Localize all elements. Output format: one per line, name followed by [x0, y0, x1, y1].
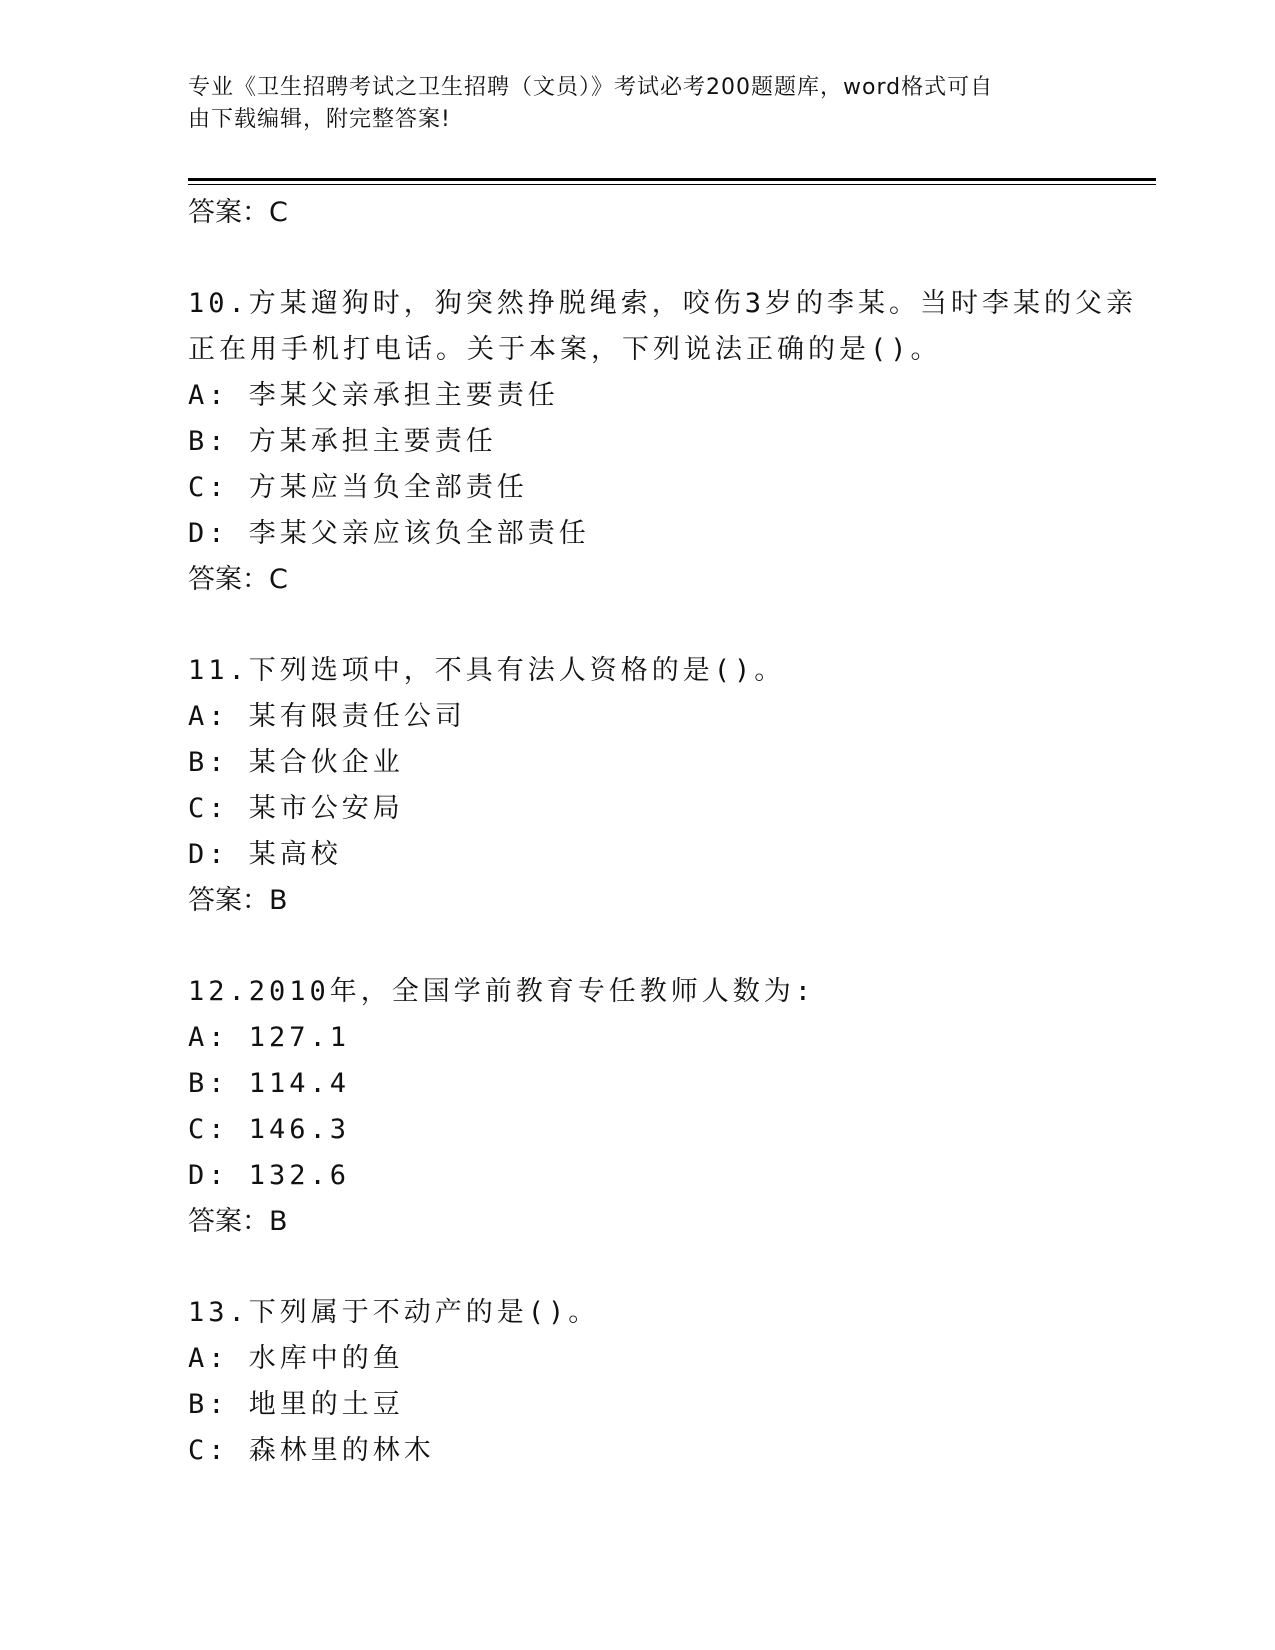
question-text-line: 11.下列选项中，不具有法人资格的是()。	[188, 655, 786, 686]
option-c: C: 方某应当负全部责任	[188, 472, 528, 503]
previous-answer: 答案：C	[188, 197, 288, 228]
question-13	[188, 1290, 1088, 1474]
header-rule-thin	[188, 184, 1156, 185]
option-d: D: 某高校	[188, 839, 342, 870]
option-b: B: 地里的土豆	[188, 1389, 404, 1420]
option-b: B: 某合伙企业	[188, 747, 404, 778]
question-11	[188, 648, 1088, 924]
option-a: A: 某有限责任公司	[188, 701, 466, 732]
option-d: D: 李某父亲应该负全部责任	[188, 518, 590, 549]
answer: 答案：C	[188, 564, 288, 595]
answer: 答案：B	[188, 1206, 288, 1237]
option-c: C: 森林里的林木	[188, 1435, 435, 1466]
question-10	[188, 281, 1138, 603]
option-c: C: 某市公安局	[188, 793, 404, 824]
question-12	[188, 969, 1088, 1245]
question-text-line: 12.2010年，全国学前教育专任教师人数为:	[188, 976, 816, 1007]
header-rule-thick	[188, 178, 1156, 181]
question-text-line: 13.下列属于不动产的是()。	[188, 1297, 600, 1328]
document-header	[188, 72, 1068, 136]
option-c: C: 146.3	[188, 1114, 351, 1145]
option-b: B: 方某承担主要责任	[188, 426, 497, 457]
header-line-1: 专业《卫生招聘考试之卫生招聘（文员）》考试必考200题题库，word格式可自	[188, 75, 994, 100]
answer: 答案：B	[188, 885, 288, 916]
option-a: A: 127.1	[188, 1022, 351, 1053]
option-a: A: 水库中的鱼	[188, 1343, 404, 1374]
question-text-line: 正在用手机打电话。关于本案，下列说法正确的是()。	[188, 334, 942, 365]
document-body	[188, 190, 1138, 1474]
option-a: A: 李某父亲承担主要责任	[188, 380, 559, 411]
option-b: B: 114.4	[188, 1068, 351, 1099]
question-text-line: 10.方某遛狗时，狗突然挣脱绳索，咬伤3岁的李某。当时李某的父亲	[188, 288, 1138, 319]
option-d: D: 132.6	[188, 1160, 351, 1191]
header-line-2: 由下载编辑，附完整答案!	[188, 107, 451, 132]
